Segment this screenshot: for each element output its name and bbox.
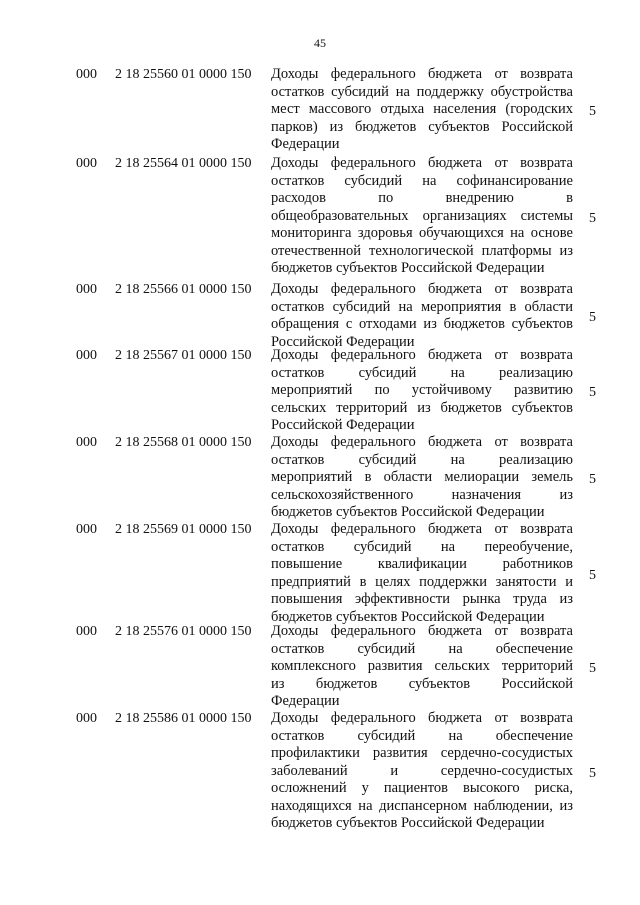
income-description	[271, 281, 573, 351]
description-line: повышения эффективности рынка труда из	[271, 591, 573, 607]
description-line: Доходы федерального бюджета от возврата	[271, 66, 573, 82]
admin-code: 000	[76, 348, 97, 363]
description-line: бюджетов субъектов Российской Федерации	[271, 608, 545, 625]
budget-code: 2 18 25586 01 0000 150	[115, 711, 252, 726]
description-line: из бюджетов субъектов Российской	[271, 675, 573, 692]
amount-value: 5	[589, 385, 596, 400]
description-line: остатков субсидий на реализацию	[271, 364, 573, 381]
income-description	[271, 66, 573, 154]
amount-value: 5	[589, 310, 596, 326]
amount-value: 5	[589, 567, 596, 583]
page-number: 45	[314, 36, 326, 50]
budget-code: 2 18 25567 01 0000 150	[115, 348, 252, 363]
description-line: находящихся на диспансерном наблюдении, из	[271, 797, 573, 814]
income-description	[271, 710, 573, 833]
admin-code: 000	[76, 624, 97, 639]
budget-code: 2 18 25564 01 0000 150	[115, 156, 252, 171]
income-description	[271, 521, 573, 626]
description-line: предприятий в целях поддержки занятости и	[271, 573, 573, 590]
description-line: осложнений у пациентов высокого риска,	[271, 780, 573, 796]
description-line: остатков субсидий на софинансирование	[271, 172, 573, 189]
amount-value: 5	[589, 472, 596, 487]
budget-code: 2 18 25560 01 0000 150	[115, 67, 252, 82]
description-line: остатков субсидий на переобучение,	[271, 538, 573, 555]
description-line: мест массового отдыха населения (городских	[271, 101, 573, 117]
description-line: Российской Федерации	[271, 333, 415, 350]
description-line: остатков субсидий на поддержку обустройства	[271, 83, 573, 100]
amount-value: 5	[589, 104, 596, 119]
budget-code: 2 18 25566 01 0000 150	[115, 282, 252, 297]
budget-code: 2 18 25568 01 0000 150	[115, 435, 252, 450]
description-line: заболеваний и сердечно-сосудистых	[271, 762, 573, 779]
admin-code: 000	[76, 711, 97, 726]
description-line: остатков субсидий на мероприятия в области	[271, 298, 573, 315]
description-line: мониторинга здоровья обучающихся на основе	[271, 225, 573, 241]
description-line: комплексного развития сельских территорий	[271, 658, 573, 674]
budget-code: 2 18 25569 01 0000 150	[115, 522, 252, 537]
description-line: остатков субсидий на обеспечение	[271, 640, 573, 657]
admin-code: 000	[76, 156, 97, 171]
amount-value: 5	[589, 765, 596, 781]
description-line: профилактики развития сердечно-сосудистых	[271, 745, 573, 761]
income-description	[271, 623, 573, 711]
description-line: бюджетов субъектов Российской Федерации	[271, 815, 545, 831]
description-line: Доходы федерального бюджета от возврата	[271, 623, 573, 639]
description-line: Российской Федерации	[271, 417, 415, 433]
description-line: Доходы федерального бюджета от возврата	[271, 281, 573, 297]
income-description	[271, 434, 573, 522]
description-line: Доходы федерального бюджета от возврата	[271, 155, 573, 171]
description-line: мероприятий по устойчивому развитию	[271, 382, 573, 398]
income-description	[271, 155, 573, 278]
description-line: бюджетов субъектов Российской Федерации	[271, 260, 545, 276]
admin-code: 000	[76, 67, 97, 82]
description-line: парков) из бюджетов субъектов Российской	[271, 118, 573, 135]
description-line: сельских территорий из бюджетов субъектов	[271, 399, 573, 416]
admin-code: 000	[76, 282, 97, 297]
description-line: Доходы федерального бюджета от возврата	[271, 521, 573, 537]
description-line: бюджетов субъектов Российской Федерации	[271, 504, 545, 520]
description-line: Федерации	[271, 693, 340, 709]
description-line: расходов по внедрению в	[271, 190, 573, 206]
description-line: Доходы федерального бюджета от возврата	[271, 434, 573, 450]
description-line: Федерации	[271, 136, 340, 152]
description-line: остатков субсидий на обеспечение	[271, 727, 573, 744]
description-line: обращения с отходами из бюджетов субъектов	[271, 316, 573, 332]
description-line: отечественной технологической платформы из	[271, 242, 573, 259]
description-line: Доходы федерального бюджета от возврата	[271, 347, 573, 363]
description-line: сельскохозяйственного назначения из	[271, 486, 573, 503]
amount-value: 5	[589, 661, 596, 676]
description-line: мероприятий в области мелиорации земель	[271, 469, 573, 485]
description-line: остатков субсидий на реализацию	[271, 451, 573, 468]
admin-code: 000	[76, 522, 97, 537]
description-line: общеобразовательных организациях системы	[271, 207, 573, 224]
description-line: Доходы федерального бюджета от возврата	[271, 710, 573, 726]
amount-value: 5	[589, 210, 596, 226]
description-line: повышение квалификации работников	[271, 556, 573, 572]
income-description	[271, 347, 573, 435]
budget-code: 2 18 25576 01 0000 150	[115, 624, 252, 639]
admin-code: 000	[76, 435, 97, 450]
